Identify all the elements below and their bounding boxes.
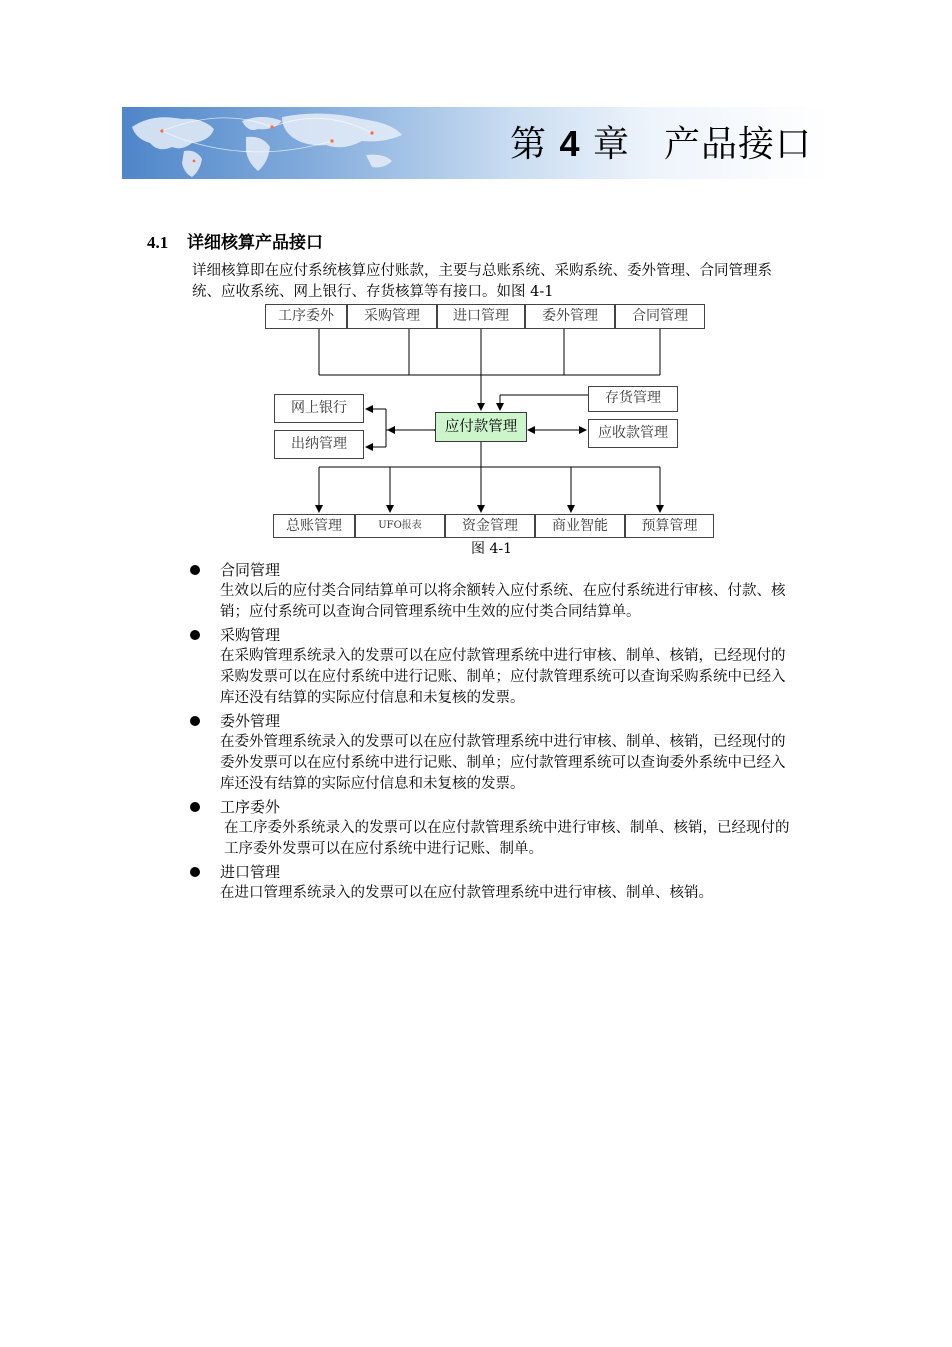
list-item [190, 797, 810, 860]
bullet-icon [190, 867, 200, 877]
box-wangshang-yinhang: 网上银行 [274, 394, 364, 423]
bullet-icon [190, 565, 200, 575]
item-title: 工序委外 [220, 798, 281, 816]
box-zongzhang: 总账管理 [273, 514, 355, 538]
chapter-number: 4 [559, 123, 581, 164]
section-title: 详细核算产品接口 [187, 233, 323, 253]
box-yingshou: 应收款管理 [588, 419, 678, 448]
chapter-prefix: 第 [510, 124, 548, 165]
box-gongxu-weiwai: 工序委外 [265, 304, 347, 329]
box-shangye: 商业智能 [535, 514, 625, 538]
intro-paragraph: 详细核算即在应付系统核算应付账款，主要与总账系统、采购系统、委外管理、合同管理系统、应收系统、网上银行、存货核算等有接口。如图 4-1 [192, 263, 772, 300]
item-desc: 在工序委外系统录入的发票可以在应付款管理系统中进行审核、制单、核销，已经现付的工序委外发票可以在应付系统中进行记账、制单。 [224, 820, 790, 857]
world-map-icon [122, 107, 442, 179]
box-yingfu-center: 应付款管理 [435, 412, 527, 442]
item-desc: 在委外管理系统录入的发票可以在应付款管理系统中进行审核、制单、核销，已经现付的委外发票可以在应付系统中进行记账、制单；应付款管理系统可以查询委外系统中已经入库还没有结算的实际应付信息和未复核的发票。 [220, 734, 786, 792]
list-item [190, 862, 810, 904]
box-chuna: 出纳管理 [274, 430, 364, 459]
item-desc: 在进口管理系统录入的发票可以在应付款管理系统中进行审核、制单、核销。 [220, 885, 713, 901]
box-cunhuo: 存货管理 [588, 386, 678, 412]
box-caigou: 采购管理 [347, 304, 437, 329]
interface-diagram [262, 302, 722, 542]
bullet-icon [190, 716, 200, 726]
section-heading [147, 228, 323, 253]
box-ufo: UFO报表 [355, 514, 445, 538]
item-desc: 在采购管理系统录入的发票可以在应付款管理系统中进行审核、制单、核销，已经现付的采购发票可以在应付系统中进行记账、制单；应付款管理系统可以查询采购系统中已经入库还没有结算的实际应付信息和未复核的发票。 [220, 648, 786, 706]
list-item [190, 560, 810, 623]
list-item [190, 625, 810, 709]
box-hetong: 合同管理 [615, 304, 705, 329]
figure-caption: 图 4-1 [471, 541, 512, 557]
chapter-title [510, 123, 812, 166]
section-number: 4.1 [147, 233, 169, 252]
item-title: 委外管理 [220, 712, 281, 730]
chapter-name: 产品接口 [663, 124, 812, 165]
interface-item-list [190, 560, 810, 904]
box-weiwai: 委外管理 [525, 304, 615, 329]
item-title: 采购管理 [220, 626, 281, 644]
item-title: 合同管理 [220, 561, 281, 579]
bullet-icon [190, 802, 200, 812]
item-desc: 生效以后的应付类合同结算单可以将余额转入应付系统、在应付系统进行审核、付款、核销；应付系统可以查询合同管理系统中生效的应付类合同结算单。 [220, 583, 786, 620]
chapter-suffix: 章 [592, 124, 630, 165]
box-zijin: 资金管理 [445, 514, 535, 538]
list-item [190, 711, 810, 795]
bullet-icon [190, 630, 200, 640]
box-jinkou: 进口管理 [437, 304, 525, 329]
item-title: 进口管理 [220, 863, 281, 881]
box-yusuan: 预算管理 [625, 514, 714, 538]
